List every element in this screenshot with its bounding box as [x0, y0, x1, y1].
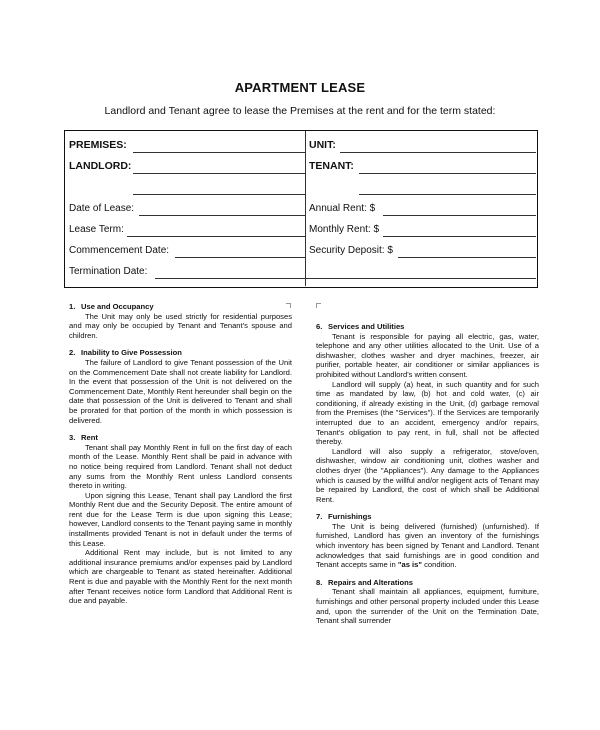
monthly-rent-field[interactable] — [383, 236, 536, 237]
section-heading: 7. Furnishings — [316, 512, 372, 522]
tenant-label: TENANT: — [309, 160, 354, 172]
commencement-date-field[interactable] — [175, 257, 305, 258]
termination-date-field[interactable] — [155, 278, 305, 279]
section-paragraph: Tenant shall maintain all appliances, equipment, furniture, furnishings and other personal property included under this Lease and, upon the surrender of the Unit on the Termination Date, Tenant shall surrender — [316, 587, 539, 626]
annual-rent-field[interactable] — [383, 215, 536, 216]
document-title: APARTMENT LEASE — [234, 80, 366, 95]
section-heading: 1. Use and Occupancy — [69, 302, 154, 311]
right-column — [316, 322, 539, 626]
commencement-date-label: Commencement Date: — [69, 245, 170, 256]
document-subtitle: Landlord and Tenant agree to lease the Premises at the rent and for the term stated: — [104, 105, 496, 117]
lease-info-form — [64, 130, 538, 288]
section-paragraph: Upon signing this Lease, Tenant shall pay Landlord the first Monthly Rent due and the Security Deposit. The entire amount of rent due for the Lease Term is due upon signing this Lease; however, Landlord consents to the Tenant paying same in monthly installments provided Tenant is not in default under the terms of this Lease. — [69, 490, 292, 548]
termination-right-field[interactable] — [305, 278, 536, 279]
section-heading: 2. Inability to Give Possession — [69, 348, 182, 358]
section-paragraph: Tenant shall pay Monthly Rent in full on the first day of each month of the Lease. Monthly Rent shall be paid in advance with no notice being required from Landlord. Tenant shall not deduct any sums from the Monthly Rent unless Landlord consents thereto in writing. — [69, 442, 292, 491]
column-corner-mark — [316, 303, 321, 308]
section-heading: 8. Repairs and Alterations — [316, 577, 413, 587]
security-deposit-field[interactable] — [398, 257, 536, 258]
unit-field[interactable] — [340, 152, 536, 153]
tenant-field-1[interactable] — [359, 173, 536, 174]
section-paragraph: Landlord will also supply a refrigerator, stove/oven, dishwasher, window air conditioning unit, clothes washer and clothes dryer (the "Appliances"). Any damage to the Appliances which is caused by the willful and/or negligent acts of Tenant may be repaired by Landlord, the cost of which shall be Additional Rent. — [316, 446, 539, 504]
form-divider — [305, 131, 306, 286]
landlord-label: LANDLORD: — [69, 160, 132, 172]
tenant-field-2[interactable] — [359, 194, 536, 195]
section-paragraph: Additional Rent may include, but is not limited to any additional insurance premiums and/or expenses paid by Landlord which are chargeable to Tenant as stated hereinafter. Additional Rent is due and payable with the Monthly Rent for the next month after Tenant receives notice form Landlord that Additional Rent is due and payable. — [69, 548, 292, 606]
premises-field[interactable] — [133, 152, 305, 153]
section-paragraph: Landlord will supply (a) heat, in such quantity and for such time as mandated by law, (b) hot and cold water, (c) air conditioning, if already existing in the Unit, (d) garbage removal from the Premises (the "Services"). If the Services are temporarily interrupted due to an accident, emergency and/or repairs, Tenant's obligation to pay rent, in full, shall not be affected thereby. — [316, 379, 539, 447]
termination-date-label: Termination Date: — [69, 266, 148, 277]
section-paragraph: The Unit may only be used strictly for residential purposes and may only be occupied by Tenant and Tenant's spouse and children. — [69, 311, 292, 340]
premises-label: PREMISES: — [69, 139, 127, 151]
landlord-field-1[interactable] — [133, 173, 305, 174]
section-heading: 3. Rent — [69, 433, 98, 443]
security-deposit-label: Security Deposit: $ — [309, 245, 393, 256]
lease-term-label: Lease Term: — [69, 224, 124, 235]
date-of-lease-field[interactable] — [139, 215, 305, 216]
landlord-field-2[interactable] — [133, 194, 305, 195]
monthly-rent-label: Monthly Rent: $ — [309, 224, 380, 235]
date-of-lease-label: Date of Lease: — [69, 203, 135, 214]
annual-rent-label: Annual Rent: $ — [309, 203, 376, 214]
section-paragraph: Tenant is responsible for paying all electric, gas, water, telephone and any other utilities allocated to the Unit. Use of a dishwasher, clothes washer and dryer machines, freezer, air purifier, portable heater, air conditioner or similar appliances is prohibited without Landlord's written consent. — [316, 331, 539, 379]
lease-term-field[interactable] — [127, 236, 305, 237]
unit-label: UNIT: — [309, 139, 336, 151]
left-column — [69, 302, 292, 606]
section-paragraph: The Unit is being delivered (furnished) (unfurnished). If furnished, Landlord has given an inventory of the furnishings which inventory has been signed by Tenant and Landlord. Tenant acknowledges that said furnishings are in good condition and Tenant accepts same in "as is" condition. — [316, 521, 539, 570]
section-paragraph: The failure of Landlord to give Tenant possession of the Unit on the Commencement Date shall not create liability for Landlord. In the event that possession of the Unit is not delivered on the Commencement Date, Monthly Rent hereunder shall begin on the date that possession of the Unit is delivered to Tenant and shall be prorated for that portion of the month in which possession is delivered. — [69, 357, 292, 425]
section-heading: 6. Services and Utilities — [316, 322, 405, 331]
